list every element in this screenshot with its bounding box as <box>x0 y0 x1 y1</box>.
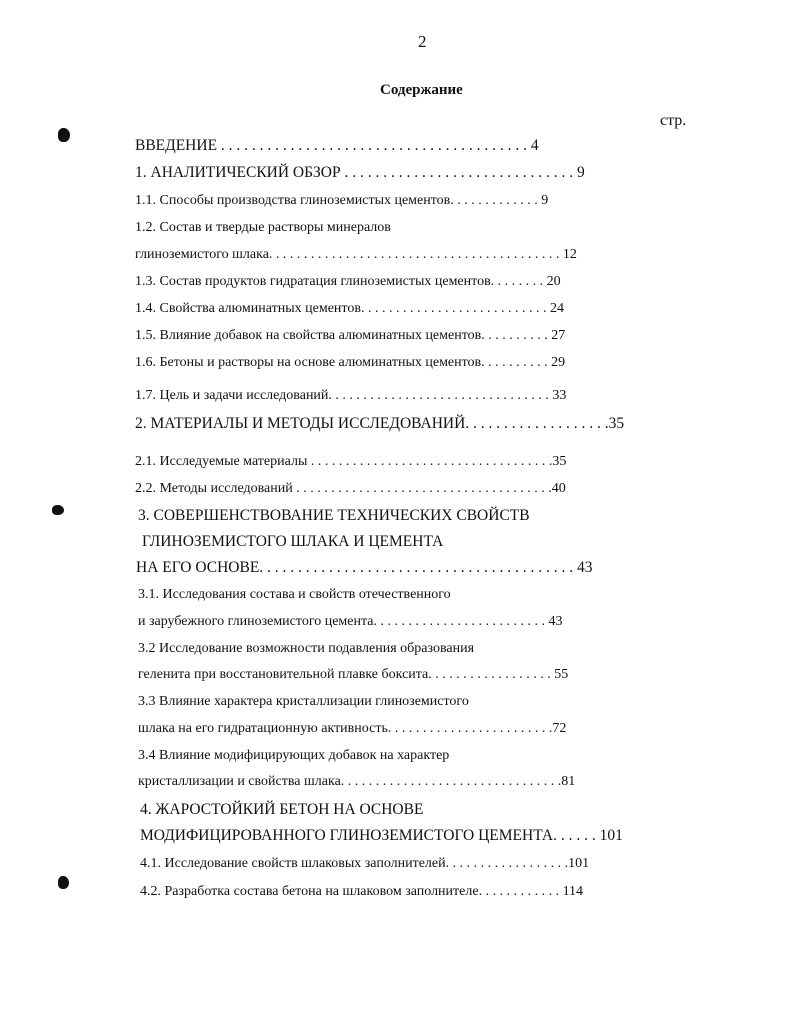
toc-entry: 1.1. Способы производства глиноземистых цементов. . . . . . . . . . . . . 9 <box>135 193 549 208</box>
toc-entry: 3.3 Влияние характера кристаллизации глиноземистого <box>138 694 469 709</box>
toc-entry: 3.4 Влияние модифицирующих добавок на характер <box>138 748 450 763</box>
toc-entry: 2.2. Методы исследований . . . . . . . . . . . . . . . . . . . . . . . . . . . . . . . . . . . . .40 <box>135 481 566 496</box>
toc-entry: 1.6. Бетоны и растворы на основе алюминатных цементов. . . . . . . . . . 29 <box>135 355 566 370</box>
toc-entry: 3. СОВЕРШЕНСТВОВАНИЕ ТЕХНИЧЕСКИХ СВОЙСТВ <box>138 507 530 524</box>
toc-entry: глиноземистого шлака. . . . . . . . . . . . . . . . . . . . . . . . . . . . . . . . . . . . . . . . . . 12 <box>135 247 577 262</box>
toc-entry: 1.2. Состав и твердые растворы минералов <box>135 220 391 235</box>
toc-entry: ГЛИНОЗЕМИСТОГО ШЛАКА И ЦЕМЕНТА <box>142 533 444 550</box>
toc-entry: 3.1. Исследования состава и свойств отечественного <box>138 587 451 602</box>
toc-entry: МОДИФИЦИРОВАННОГО ГЛИНОЗЕМИСТОГО ЦЕМЕНТА. . . . . . 101 <box>140 827 623 844</box>
scan-blot <box>52 505 64 515</box>
toc-entry: 4. ЖАРОСТОЙКИЙ БЕТОН НА ОСНОВЕ <box>140 801 424 818</box>
toc-entry: 1.4. Свойства алюминатных цементов. . . . . . . . . . . . . . . . . . . . . . . . . . . 24 <box>135 301 564 316</box>
scan-blot <box>58 128 70 142</box>
toc-entry: шлака на его гидратационную активность. . . . . . . . . . . . . . . . . . . . . . . .72 <box>138 721 567 736</box>
toc-entry: НА ЕГО ОСНОВЕ. . . . . . . . . . . . . . . . . . . . . . . . . . . . . . . . . . . . . . . . . 43 <box>136 559 593 576</box>
page-title: Содержание <box>380 82 463 98</box>
page-column-label: стр. <box>660 112 687 129</box>
toc-entry: и зарубежного глиноземистого цемента. . . . . . . . . . . . . . . . . . . . . . . . . 43 <box>138 614 563 629</box>
toc-entry: кристаллизации и свойства шлака. . . . . . . . . . . . . . . . . . . . . . . . . . . . . . . .81 <box>138 774 576 789</box>
toc-entry: ВВЕДЕНИЕ . . . . . . . . . . . . . . . . . . . . . . . . . . . . . . . . . . . . . . . . 4 <box>135 137 539 154</box>
toc-entry: 2.1. Исследуемые материалы . . . . . . . . . . . . . . . . . . . . . . . . . . . . . . . . . . .35 <box>135 454 567 469</box>
toc-entry: 4.2. Разработка состава бетона на шлаковом заполнителе. . . . . . . . . . . . 114 <box>140 884 584 899</box>
toc-entry: 4.1. Исследование свойств шлаковых заполнителей. . . . . . . . . . . . . . . . . .101 <box>140 856 590 871</box>
toc-entry: 3.2 Исследование возможности подавления образования <box>138 641 475 656</box>
toc-entry: 2. МАТЕРИАЛЫ И МЕТОДЫ ИССЛЕДОВАНИЙ. . . . . . . . . . . . . . . . . . .35 <box>135 415 625 432</box>
toc-entry: 1. АНАЛИТИЧЕСКИЙ ОБЗОР . . . . . . . . . . . . . . . . . . . . . . . . . . . . . . 9 <box>135 164 585 181</box>
toc-entry: 1.3. Состав продуктов гидратация глиноземистых цементов. . . . . . . . 20 <box>135 274 561 289</box>
toc-entry: геленита при восстановительной плавке боксита. . . . . . . . . . . . . . . . . . 55 <box>138 667 569 682</box>
scan-blot <box>58 876 69 889</box>
toc-entry: 1.7. Цель и задачи исследований. . . . . . . . . . . . . . . . . . . . . . . . . . . . . . . . 33 <box>135 388 567 403</box>
toc-entry: 1.5. Влияние добавок на свойства алюминатных цементов. . . . . . . . . . 27 <box>135 328 566 343</box>
page-number: 2 <box>418 32 427 51</box>
